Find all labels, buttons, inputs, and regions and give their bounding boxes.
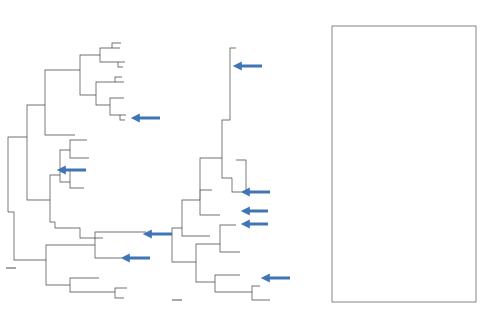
panel-c bbox=[332, 26, 476, 302]
tree-b bbox=[172, 48, 270, 300]
clade-arrows bbox=[64, 66, 290, 278]
panel-c-frame bbox=[332, 26, 476, 302]
